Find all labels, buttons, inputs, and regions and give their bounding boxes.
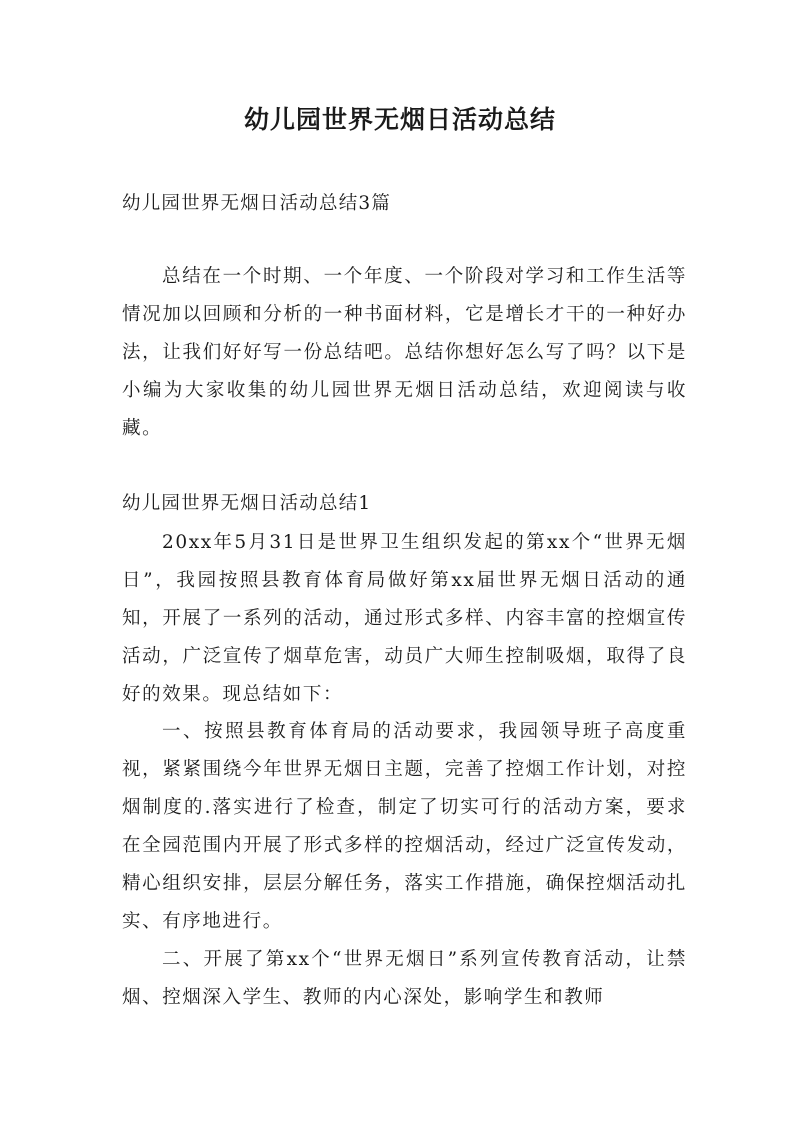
body-paragraph-2: 一、按照县教育体育局的活动要求，我园领导班子高度重视，紧紧围绕今年世界无烟日主题，完善了控烟工作计划，对控烟制度的.落实进行了检查，制定了切实可行的活动方案，要求在全园范围内开展了形式多样的控烟活动，经过广泛宣传发动，精心组织安排，层层分解任务，落实工作措施，确保控烟活动扎实、有序地进行。 xyxy=(122,721,687,932)
body-paragraph-1: 20xx年5月31日是世界卫生组织发起的第xx个“世界无烟日”，我园按照县教育体育局做好第xx届世界无烟日活动的通知，开展了一系列的活动，通过形式多样、内容丰富的控烟宣传活动，广泛宣传了烟草危害，动员广大师生控制吸烟，取得了良好的效果。现总结如下： xyxy=(122,532,687,705)
document-title: 幼儿园世界无烟日活动总结 xyxy=(243,105,556,134)
document-subtitle: 幼儿园世界无烟日活动总结3篇 xyxy=(122,193,392,214)
body-paragraph-3: 二、开展了第xx个“世界无烟日”系列宣传教育活动，让禁烟、控烟深入学生、教师的内心深处，影响学生和教师 xyxy=(122,949,687,1008)
section-heading: 幼儿园世界无烟日活动总结1 xyxy=(122,493,372,514)
intro-paragraph: 总结在一个时期、一个年度、一个阶段对学习和工作生活等情况加以回顾和分析的一种书面材料，它是增长才干的一种好办法，让我们好好写一份总结吧。总结你想好怎么写了吗？以下是小编为大家收集的幼儿园世界无烟日活动总结，欢迎阅读与收藏。 xyxy=(122,266,687,439)
